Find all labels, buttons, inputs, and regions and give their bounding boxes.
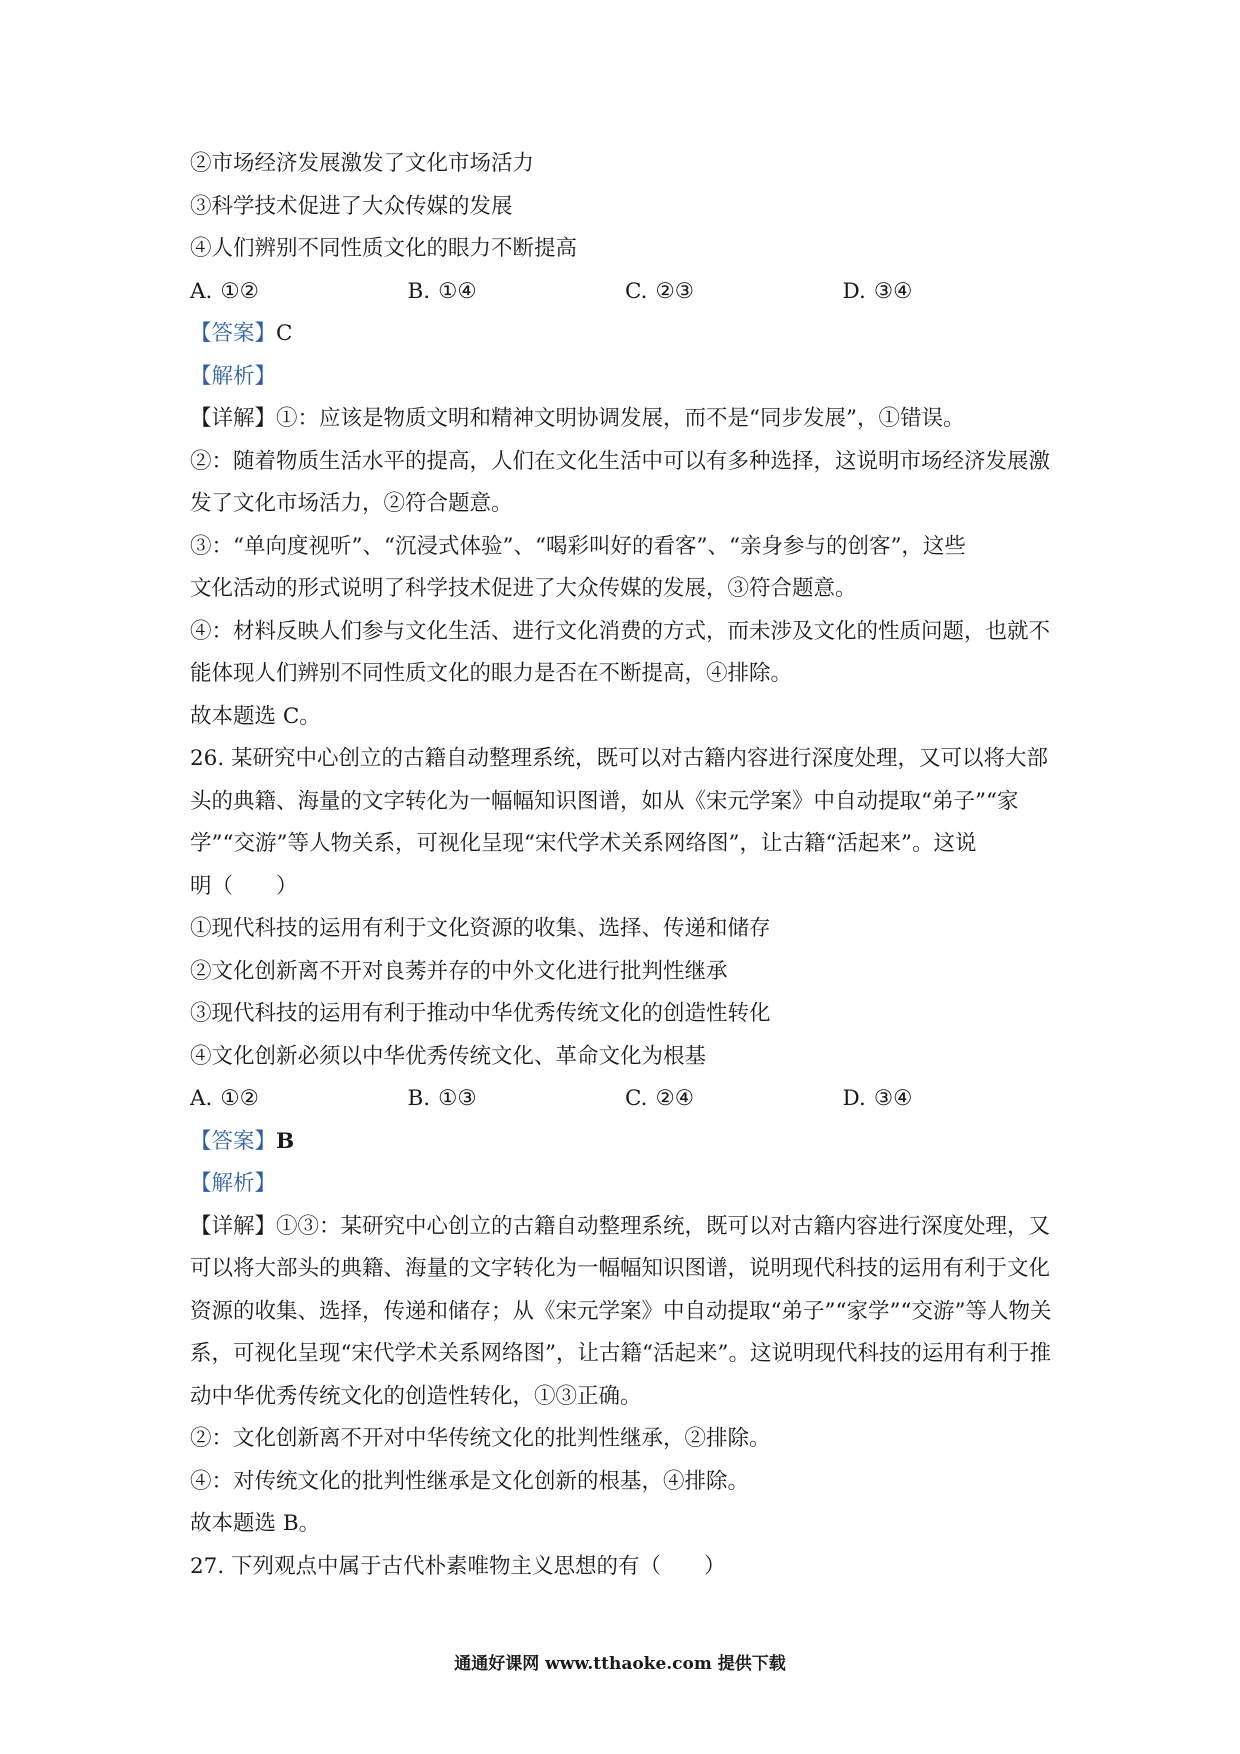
choice-letter: A.: [190, 278, 213, 304]
q25-detail-line: [190, 398, 1060, 441]
q25-choice-c: [625, 271, 843, 314]
q26-detail-line: 动中华优秀传统文化的创造性转化，①③正确。: [190, 1383, 642, 1409]
q26-statement-2: ②文化创新离不开对良莠并存的中外文化进行批判性继承: [190, 958, 728, 984]
analysis-label: 【解析】: [190, 1171, 277, 1196]
q26-detail-line: 资源的收集、选择，传递和储存；从《宋元学案》中自动提取“弟子”“家学”“交游”等人物关: [190, 1298, 1052, 1324]
q25-choices: [190, 271, 1060, 314]
q26-detail-line: ②：文化创新离不开对中华传统文化的批判性继承，②排除。: [190, 1426, 771, 1451]
q25-choice-a: [190, 271, 408, 314]
choice-letter: B.: [407, 278, 431, 304]
q25-detail-line: 能体现人们辨别不同性质文化的眼力是否在不断提高，④排除。: [190, 661, 793, 686]
q25-statement-4: ④人们辨别不同性质文化的眼力不断提高: [190, 236, 578, 261]
q26-stem-line: 明（ ）: [190, 873, 298, 899]
q25-detail-line: ②：随着物质生活水平的提高，人们在文化生活中可以有多种选择，这说明市场经济发展激: [190, 448, 1051, 474]
choice-letter: D.: [842, 278, 866, 304]
q26-statement-4: ④文化创新必须以中华优秀传统文化、革命文化为根基: [190, 1043, 707, 1069]
choice-value: ②③: [655, 278, 695, 304]
page-content: [190, 143, 1060, 1588]
q26-choices: [190, 1078, 1060, 1121]
q25-choice-d: [843, 271, 1061, 314]
q25-answer: [190, 313, 1060, 356]
answer-value: C: [276, 321, 293, 346]
q26-detail-line: ④：对传统文化的批判性继承是文化创新的根基，④排除。: [190, 1468, 750, 1494]
detail-label: 【详解】: [190, 1213, 277, 1239]
q26-stem-line: 头的典籍、海量的文字转化为一幅幅知识图谱，如从《宋元学案》中自动提取“弟子”“家: [190, 788, 1019, 814]
answer-value: B: [276, 1128, 295, 1154]
q27-stem: 27. 下列观点中属于古代朴素唯物主义思想的有（ ）: [190, 1553, 726, 1579]
choice-value: ②④: [655, 1086, 695, 1111]
choice-value: ③④: [873, 1086, 913, 1111]
q26-detail-line: [190, 1206, 1060, 1249]
q26-answer: [190, 1121, 1060, 1164]
answer-label: 【答案】: [190, 321, 277, 346]
q26-choice-a: [190, 1078, 408, 1121]
q25-analysis: [190, 356, 1060, 399]
choice-letter: A.: [190, 1086, 213, 1111]
q25-detail-line: 发了文化市场活力，②符合题意。: [190, 491, 513, 516]
answer-label: 【答案】: [190, 1128, 277, 1154]
detail-text: ①③：某研究中心创立的古籍自动整理系统，既可以对古籍内容进行深度处理，又: [276, 1213, 1051, 1239]
choice-value: ③④: [873, 278, 913, 304]
choice-letter: C.: [625, 278, 648, 304]
detail-label: 【详解】: [190, 406, 277, 431]
q26-choice-d: [843, 1078, 1061, 1121]
analysis-label: 【解析】: [190, 363, 277, 389]
q25-conclusion: 故本题选 C。: [190, 703, 321, 729]
q26-statement-3: ③现代科技的运用有利于推动中华优秀传统文化的创造性转化: [190, 1001, 771, 1026]
q25-statement-3: ③科学技术促进了大众传媒的发展: [190, 193, 513, 219]
q26-statement-1: ①现代科技的运用有利于文化资源的收集、选择、传递和储存: [190, 916, 771, 941]
choice-value: ①③: [438, 1086, 477, 1111]
choice-value: ①②: [220, 1086, 259, 1111]
q26-stem-line: 学”“交游”等人物关系，可视化呈现“宋代学术关系网络图”，让古籍“活起来”。这说: [190, 831, 977, 856]
q26-detail-line: 可以将大部头的典籍、海量的文字转化为一幅幅知识图谱，说明现代科技的运用有利于文化: [190, 1256, 1051, 1281]
q25-choice-b: [408, 271, 626, 314]
choice-letter: C.: [625, 1086, 648, 1111]
q26-detail-line: 系，可视化呈现“宋代学术关系网络图”，让古籍“活起来”。这说明现代科技的运用有利于推: [190, 1341, 1051, 1366]
q26-conclusion: 故本题选 B。: [190, 1511, 321, 1536]
detail-text: ①：应该是物质文明和精神文明协调发展，而不是“同步发展”，①错误。: [276, 406, 965, 431]
q26-stem-line: 26. 某研究中心创立的古籍自动整理系统，既可以对古籍内容进行深度处理，又可以将大部: [190, 746, 1049, 771]
q25-statement-2: ②市场经济发展激发了文化市场活力: [190, 151, 535, 176]
q25-detail-line: 文化活动的形式说明了科学技术促进了大众传媒的发展，③符合题意。: [190, 576, 857, 601]
choice-value: ①②: [220, 278, 259, 304]
q25-detail-line: ③：“单向度视听”、“沉浸式体验”、“喝彩叫好的看客”、“亲身参与的创客”，这些: [190, 533, 966, 559]
q26-choice-b: [408, 1078, 626, 1121]
footer-source: 通通好课网 www.tthaoke.com 提供下载: [454, 1654, 786, 1674]
q26-choice-c: [625, 1078, 843, 1121]
choice-letter: B.: [407, 1086, 431, 1111]
q26-analysis: [190, 1163, 1060, 1206]
choice-value: ①④: [438, 278, 477, 304]
choice-letter: D.: [842, 1086, 866, 1111]
q25-detail-line: ④：材料反映人们参与文化生活、进行文化消费的方式，而未涉及文化的性质问题，也就不: [190, 618, 1051, 644]
